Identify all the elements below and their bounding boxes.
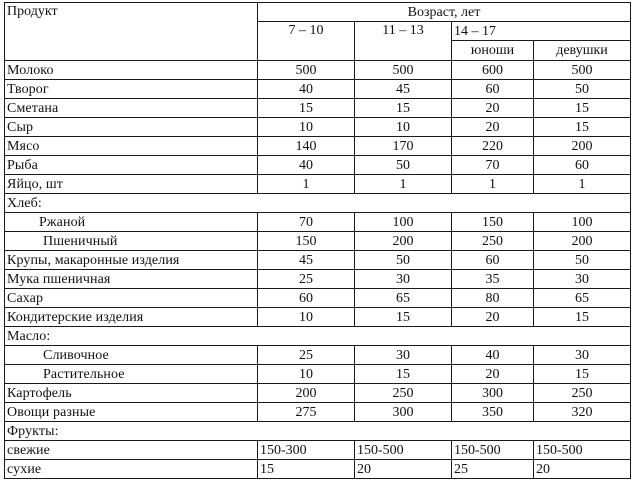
table-row <box>5 99 631 118</box>
value-cell: 60 <box>534 156 631 175</box>
product-name: Яйцо, шт <box>5 175 258 194</box>
table-row <box>5 441 631 460</box>
table-row <box>5 213 631 232</box>
value-cell: 170 <box>355 137 452 156</box>
table-row <box>5 156 631 175</box>
value-cell: 25 <box>258 270 355 289</box>
value-cell: 500 <box>258 61 355 80</box>
section-label-fruits: Фрукты: <box>5 422 631 441</box>
table-row <box>5 460 631 479</box>
value-cell: 80 <box>452 289 534 308</box>
value-cell: 20 <box>452 365 534 384</box>
value-cell: 15 <box>534 118 631 137</box>
value-cell: 50 <box>355 156 452 175</box>
value-cell: 15 <box>355 365 452 384</box>
value-cell: 25 <box>452 460 534 479</box>
value-cell: 15 <box>534 308 631 327</box>
value-cell: 150-500 <box>452 441 534 460</box>
product-name: Творог <box>5 80 258 99</box>
table-row <box>5 346 631 365</box>
value-cell: 1 <box>355 175 452 194</box>
value-cell: 15 <box>355 308 452 327</box>
value-cell: 50 <box>534 251 631 270</box>
value-cell: 200 <box>258 384 355 403</box>
table-row <box>5 289 631 308</box>
value-cell: 50 <box>355 251 452 270</box>
table-row <box>5 232 631 251</box>
table-row <box>5 251 631 270</box>
value-cell: 320 <box>534 403 631 422</box>
value-cell: 10 <box>258 365 355 384</box>
table-row <box>5 118 631 137</box>
table-row <box>5 365 631 384</box>
value-cell: 20 <box>534 460 631 479</box>
value-cell: 220 <box>452 137 534 156</box>
value-cell: 150-500 <box>355 441 452 460</box>
value-cell: 100 <box>534 213 631 232</box>
table-row <box>5 137 631 156</box>
value-cell: 60 <box>258 289 355 308</box>
value-cell: 140 <box>258 137 355 156</box>
value-cell: 70 <box>452 156 534 175</box>
value-cell: 30 <box>355 346 452 365</box>
header-age-group-11-13: 11 – 13 <box>355 22 452 61</box>
section-row <box>5 327 631 346</box>
section-row <box>5 194 631 213</box>
value-cell: 20 <box>452 118 534 137</box>
product-name: свежие <box>5 441 258 460</box>
value-cell: 40 <box>258 80 355 99</box>
value-cell: 40 <box>258 156 355 175</box>
table-row <box>5 270 631 289</box>
value-cell: 20 <box>452 308 534 327</box>
value-cell: 15 <box>258 460 355 479</box>
value-cell: 45 <box>355 80 452 99</box>
value-cell: 10 <box>355 118 452 137</box>
value-cell: 15 <box>534 99 631 118</box>
value-cell: 1 <box>258 175 355 194</box>
table-row <box>5 384 631 403</box>
value-cell: 60 <box>452 251 534 270</box>
product-name: Мука пшеничная <box>5 270 258 289</box>
header-product: Продукт <box>5 3 258 61</box>
value-cell: 40 <box>452 346 534 365</box>
value-cell: 200 <box>534 232 631 251</box>
product-name: Крупы, макаронные изделия <box>5 251 258 270</box>
value-cell: 30 <box>355 270 452 289</box>
value-cell: 350 <box>452 403 534 422</box>
value-cell: 30 <box>534 346 631 365</box>
value-cell: 100 <box>355 213 452 232</box>
value-cell: 35 <box>452 270 534 289</box>
header-age: Возраст, лет <box>258 3 631 22</box>
value-cell: 65 <box>355 289 452 308</box>
header-age-group-14-17: 14 – 17 <box>452 22 631 41</box>
section-label-oil: Масло: <box>5 327 631 346</box>
table-row <box>5 80 631 99</box>
value-cell: 1 <box>452 175 534 194</box>
value-cell: 30 <box>534 270 631 289</box>
value-cell: 10 <box>258 118 355 137</box>
product-name: Молоко <box>5 61 258 80</box>
product-name: Кондитерские изделия <box>5 308 258 327</box>
value-cell: 200 <box>355 232 452 251</box>
product-name: Сливочное <box>5 346 258 365</box>
value-cell: 60 <box>452 80 534 99</box>
header-row-1 <box>5 3 631 22</box>
value-cell: 600 <box>452 61 534 80</box>
header-sub-boys: юноши <box>452 41 534 61</box>
product-name: Пшеничный <box>5 232 258 251</box>
value-cell: 15 <box>355 99 452 118</box>
product-name: Сахар <box>5 289 258 308</box>
food-norms-table <box>4 2 631 479</box>
value-cell: 500 <box>534 61 631 80</box>
value-cell: 300 <box>355 403 452 422</box>
value-cell: 25 <box>258 346 355 365</box>
table-row <box>5 308 631 327</box>
value-cell: 200 <box>534 137 631 156</box>
value-cell: 250 <box>534 384 631 403</box>
value-cell: 150-300 <box>258 441 355 460</box>
value-cell: 10 <box>258 308 355 327</box>
value-cell: 45 <box>258 251 355 270</box>
product-name: Картофель <box>5 384 258 403</box>
value-cell: 500 <box>355 61 452 80</box>
table-row <box>5 61 631 80</box>
header-age-group-7-10: 7 – 10 <box>258 22 355 61</box>
value-cell: 15 <box>534 365 631 384</box>
norms-table-container <box>4 2 631 479</box>
product-name: сухие <box>5 460 258 479</box>
value-cell: 150 <box>258 232 355 251</box>
product-name: Овощи разные <box>5 403 258 422</box>
value-cell: 1 <box>534 175 631 194</box>
table-row <box>5 175 631 194</box>
value-cell: 300 <box>452 384 534 403</box>
section-row <box>5 422 631 441</box>
value-cell: 20 <box>355 460 452 479</box>
product-name: Рыба <box>5 156 258 175</box>
value-cell: 15 <box>258 99 355 118</box>
section-label-bread: Хлеб: <box>5 194 631 213</box>
product-name: Сметана <box>5 99 258 118</box>
value-cell: 250 <box>355 384 452 403</box>
product-name: Мясо <box>5 137 258 156</box>
product-name: Ржаной <box>5 213 258 232</box>
value-cell: 65 <box>534 289 631 308</box>
value-cell: 50 <box>534 80 631 99</box>
value-cell: 70 <box>258 213 355 232</box>
product-name: Сыр <box>5 118 258 137</box>
product-name: Растительное <box>5 365 258 384</box>
value-cell: 250 <box>452 232 534 251</box>
value-cell: 150-500 <box>534 441 631 460</box>
header-sub-girls: девушки <box>534 41 631 61</box>
table-row <box>5 403 631 422</box>
value-cell: 150 <box>452 213 534 232</box>
value-cell: 20 <box>452 99 534 118</box>
value-cell: 275 <box>258 403 355 422</box>
